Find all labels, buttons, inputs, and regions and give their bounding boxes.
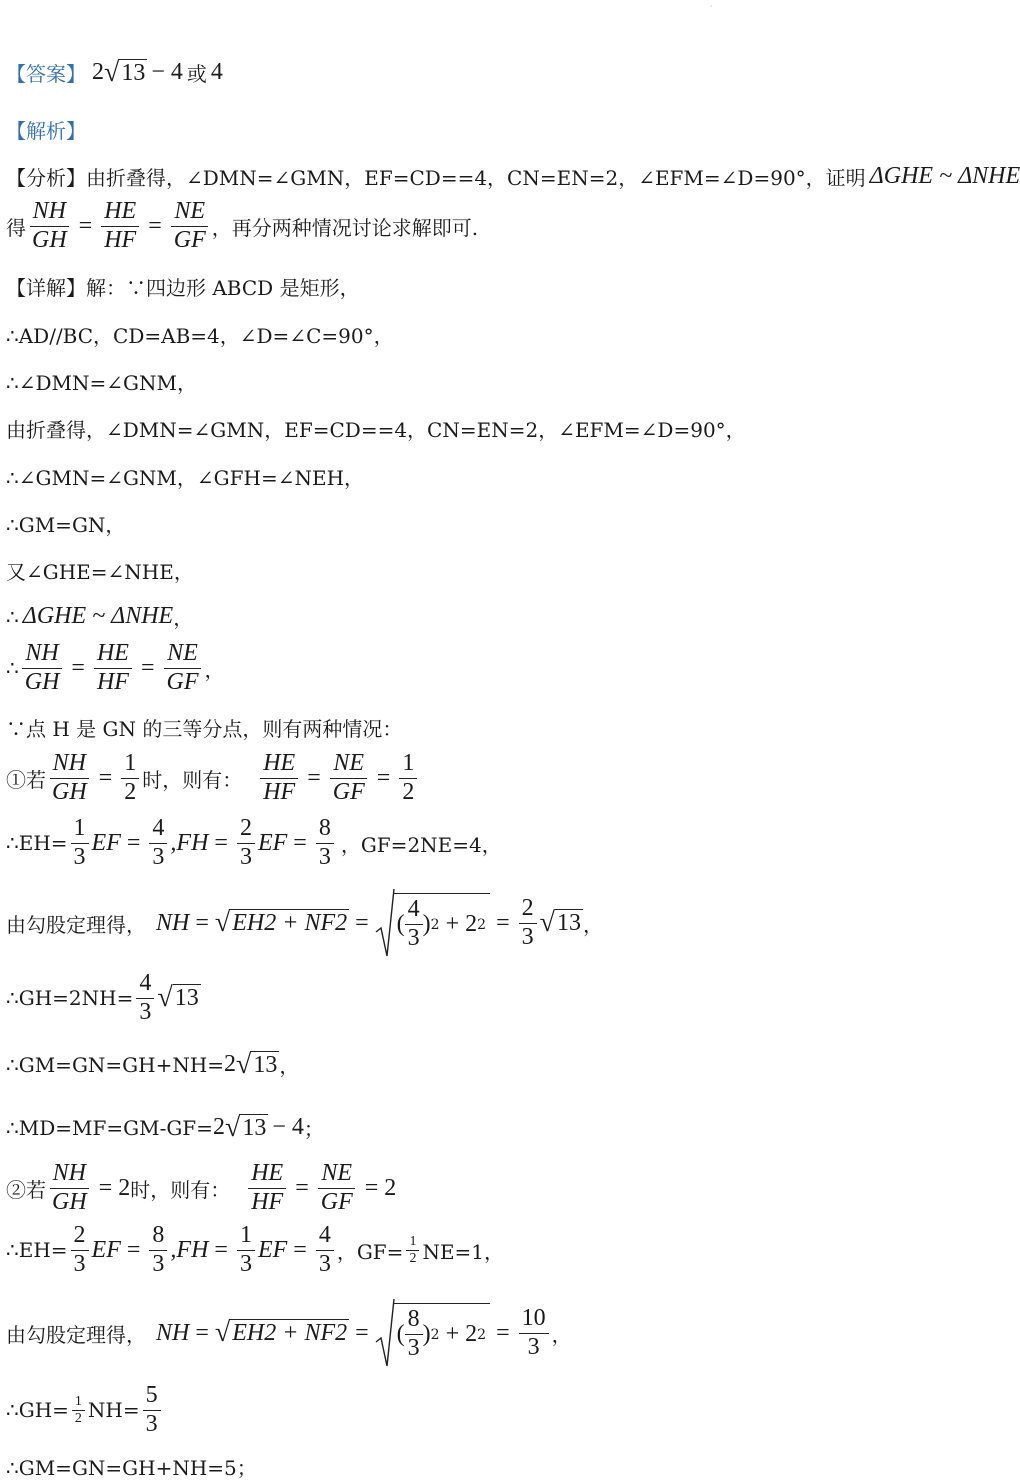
therefore: ∴ <box>6 656 19 681</box>
frac-num: 1 <box>406 1234 419 1251</box>
frac-nh-gh <box>49 750 90 806</box>
case1-gm-line <box>6 1050 299 1079</box>
ef-label: EF <box>91 829 121 856</box>
sqrt-13: √ 13 <box>539 907 581 938</box>
paren-close: ) <box>422 911 431 937</box>
eq-sign: = <box>126 1236 141 1263</box>
eq-sign: = <box>496 1319 510 1346</box>
radicand <box>393 893 490 952</box>
frac-he-hf <box>101 198 139 254</box>
frac-ne-gf <box>318 1160 356 1216</box>
radicand: 13 <box>242 1114 267 1141</box>
frac-num: 2 <box>237 815 255 844</box>
eq-sign: = <box>195 909 209 936</box>
frac-num: 8 <box>316 815 334 844</box>
eq-sign: = <box>376 764 391 791</box>
similar-triangles: ΔGHE ~ ΔNHE <box>22 603 174 629</box>
detail-l1: ∴AD//BC，CD=AB=4，∠D=∠C=90°， <box>6 324 394 348</box>
frac-small-1-2 <box>406 1234 419 1267</box>
frac-den: GF <box>320 1188 353 1215</box>
frac-num: NH <box>50 750 89 779</box>
analysis-tag: 【解析】 <box>6 119 86 143</box>
detail-l0: 解：∵四边形 ABCD 是矩形， <box>86 276 360 300</box>
frac-num: 4 <box>316 1222 334 1251</box>
eq-sign: = <box>78 212 93 239</box>
answer-tag: 【答案】 <box>6 62 86 86</box>
case1-mid: 时，则有： <box>142 767 243 792</box>
frac-num: 1 <box>237 1222 255 1251</box>
comma: ， <box>173 606 194 630</box>
answer-minus: − 4 <box>151 59 183 85</box>
paren-open: ( <box>396 911 405 937</box>
case2-condition <box>6 1160 396 1216</box>
frac-nh-gh <box>22 640 63 696</box>
frac-den: 3 <box>73 843 86 870</box>
frac-1-3 <box>71 815 89 871</box>
analysis-heading <box>6 115 86 144</box>
frac-num: NH <box>30 198 69 227</box>
frac-num: HE <box>260 750 298 779</box>
frac-1-2 <box>399 750 417 806</box>
comma: ， <box>582 912 603 937</box>
nh-label: NH <box>156 1319 190 1346</box>
frac-2-3 <box>519 895 537 951</box>
eq-sign: = <box>496 909 510 936</box>
radicand: 13 <box>556 910 581 936</box>
frac-den: 3 <box>139 998 152 1025</box>
frac-den: GF <box>166 668 199 695</box>
fenxi-tail: ，再分两种情况讨论求解即可. <box>211 215 479 240</box>
eh-prefix: ∴EH= <box>6 831 68 856</box>
frac-num: NE <box>171 198 208 227</box>
case2-mid: 时，则有： <box>130 1177 231 1202</box>
gh-prefix: ∴GH= <box>6 1398 69 1423</box>
frac-num: 10 <box>519 1305 549 1334</box>
frac-num: NH <box>22 640 61 669</box>
frac-10-3 <box>519 1305 549 1361</box>
case2-last: ∴GM=GN=GH+NH=5； <box>6 1456 257 1480</box>
detail-l4: ∴∠GMN=∠GNM，∠GFH=∠NEH， <box>6 466 365 490</box>
ef-label: EF <box>257 829 288 856</box>
eq-sign: = <box>293 1236 307 1263</box>
sqrt-eh-nf: √ EH2 + NF2 <box>214 1317 348 1348</box>
exp: 2 <box>477 1326 487 1343</box>
detail-l6: 又∠GHE=∠NHE， <box>6 560 194 584</box>
frac-8-3 <box>316 815 334 871</box>
frac-nh-gh <box>29 198 70 254</box>
fenxi-ratio-line <box>6 198 478 254</box>
answer-coef: 2 <box>92 59 104 85</box>
frac-ne-gf <box>171 198 209 254</box>
answer-radicand: 13 <box>121 59 146 86</box>
radical-sign-icon <box>375 888 395 958</box>
detail-l3: 由折叠得，∠DMN=∠GMN，EF=CD==4，CN=EN=2，∠EFM=∠D=90°， <box>6 418 746 442</box>
frac-den: GH <box>52 1188 87 1215</box>
frac-den: GF <box>173 226 206 253</box>
radicand: 13 <box>253 1051 278 1078</box>
frac-4-3 <box>316 1222 334 1278</box>
frac-den: 3 <box>239 1250 252 1277</box>
fenxi-text: 由折叠得，∠DMN=∠GMN，EF=CD==4，CN=EN=2，∠EFM=∠D=90°，证明 <box>86 166 866 190</box>
frac-den: 2 <box>124 778 137 805</box>
eq-sign: = <box>307 764 321 791</box>
frac-den: 3 <box>318 843 331 870</box>
paren-open: ( <box>396 1321 405 1347</box>
detail-line-9 <box>6 713 402 742</box>
frac-num: 4 <box>149 815 167 844</box>
semicolon: ； <box>303 1117 324 1141</box>
frac-den: 3 <box>407 925 420 951</box>
case1-gh-line <box>6 970 201 1026</box>
case2-gh-line <box>6 1382 164 1438</box>
md-prefix: ∴MD=MF=GM-GF= <box>6 1115 213 1140</box>
frac-4-3 <box>136 970 154 1026</box>
radicand: 13 <box>174 985 199 1012</box>
frac-num: HE <box>248 1160 286 1189</box>
frac-8-3 <box>149 1222 167 1278</box>
answer-line <box>6 58 223 87</box>
comma: ， <box>204 657 225 682</box>
nh-label: NH <box>156 909 190 936</box>
sqrt-eh-nf: √ EH2 + NF2 <box>214 907 348 938</box>
case1-pyth-line <box>6 888 603 958</box>
frac-num: HE <box>94 640 132 669</box>
plus-two: + 2 <box>445 1321 478 1347</box>
case2-last-line <box>6 1452 257 1481</box>
frac-den: 3 <box>145 1410 158 1437</box>
gf-tail-a: ，GF= <box>336 1239 404 1264</box>
frac-ne-gf <box>330 750 368 806</box>
detail-line-3 <box>6 414 746 443</box>
frac-1-2 <box>121 750 139 806</box>
detail-line-8 <box>6 640 225 696</box>
minus-four: − 4 <box>272 1114 304 1140</box>
case1-lead: ①若 <box>6 767 46 792</box>
frac-num: 1 <box>399 750 417 779</box>
frac-num: 4 <box>405 896 423 925</box>
eq-sign: = <box>126 829 141 856</box>
fenxi-tag: 【分析】 <box>6 166 86 190</box>
frac-small-1-2 <box>72 1394 85 1427</box>
eq-sign: = <box>355 909 369 936</box>
frac-2-3 <box>71 1222 89 1278</box>
detail-line-2 <box>6 367 197 396</box>
frac-nh-gh <box>49 1160 90 1216</box>
frac-num: NE <box>330 750 367 779</box>
frac-den: 3 <box>152 1250 165 1277</box>
frac-2-3 <box>237 815 255 871</box>
exp: 2 <box>430 1326 440 1343</box>
frac-num: 5 <box>143 1382 161 1411</box>
coef: 2 <box>224 1051 237 1077</box>
radicand <box>393 1303 490 1362</box>
frac-num: 4 <box>136 970 154 999</box>
therefore: ∴ <box>6 604 19 629</box>
frac-den: 3 <box>521 923 534 950</box>
detail-l9: ∵点 H 是 GN 的三等分点，则有两种情况： <box>6 717 403 741</box>
detail-line-1 <box>6 320 394 349</box>
detail-l5: ∴GM=GN， <box>6 513 126 537</box>
case1-eh-line <box>6 815 502 871</box>
frac-den: GH <box>24 668 60 695</box>
case2-pyth-line <box>6 1298 572 1368</box>
frac-den: 3 <box>527 1333 540 1360</box>
coef: 2 <box>212 1114 225 1140</box>
sqrt-big <box>375 888 490 958</box>
frac-ne-gf <box>164 640 202 696</box>
frac-num: 8 <box>405 1306 423 1335</box>
frac-8-3 <box>405 1306 423 1362</box>
detail-line-4 <box>6 462 364 491</box>
frac-he-hf <box>94 640 132 696</box>
frac-num: 8 <box>149 1222 167 1251</box>
frac-den: 3 <box>152 843 165 870</box>
eq-sign: = <box>140 654 155 681</box>
case2-lead: ②若 <box>6 1177 46 1202</box>
value-two: = 2 <box>98 1174 131 1201</box>
radicand-text: EH2 + NF2 <box>232 910 348 936</box>
frac-den: GH <box>52 778 87 805</box>
frac-den: HF <box>263 778 296 805</box>
pyth-lead: 由勾股定理得， <box>6 1322 146 1347</box>
value-two: = 2 <box>364 1174 397 1201</box>
frac-4-3 <box>405 896 423 952</box>
comma: ， <box>551 1322 572 1347</box>
eq-sign: = <box>71 654 85 681</box>
eq-sign: = <box>148 212 162 239</box>
answer-alt: 4 <box>210 59 223 85</box>
sqrt-13: √ 13 <box>157 982 199 1014</box>
eq-sign: = <box>214 1236 228 1263</box>
frac-den: 3 <box>73 1250 86 1277</box>
exp: 2 <box>477 916 487 933</box>
radicand-text: EH2 + NF2 <box>232 1320 348 1346</box>
frac-den: GH <box>32 226 67 253</box>
case2-eh-line <box>6 1222 504 1278</box>
eq-sign: = <box>98 764 113 791</box>
frac-den: GF <box>332 778 365 805</box>
gf-tail-b: NE=1， <box>422 1239 505 1264</box>
frac-den: 3 <box>239 843 252 870</box>
frac-den: 2 <box>409 1250 417 1266</box>
fenxi-similar: ΔGHE ~ ΔNHE <box>869 163 1020 189</box>
detail-tag: 【详解】 <box>6 276 86 300</box>
frac-den: HF <box>251 1188 284 1215</box>
plus-two: + 2 <box>445 911 478 937</box>
frac-1-3 <box>237 1222 255 1278</box>
frac-num: 1 <box>71 815 89 844</box>
eq-sign: = <box>214 829 228 856</box>
frac-den: 3 <box>318 1250 331 1277</box>
radical-sign-icon <box>375 1298 395 1368</box>
frac-5-3 <box>143 1382 161 1438</box>
frac-num: HE <box>101 198 139 227</box>
sqrt-13: √ 13 <box>224 1111 267 1143</box>
frac-num: 1 <box>121 750 139 779</box>
answer-sqrt: √ 13 <box>104 56 146 88</box>
case1-md-line <box>6 1113 324 1142</box>
fh-label: ,FH <box>170 1236 209 1263</box>
frac-den: 2 <box>402 778 415 805</box>
gh-mid: NH= <box>87 1398 140 1423</box>
fenxi-line <box>6 162 1020 191</box>
ef-label: EF <box>91 1236 121 1263</box>
answer-or: 或 <box>186 62 207 86</box>
eh-prefix: ∴EH= <box>6 1238 68 1263</box>
paren-close: ) <box>422 1321 431 1347</box>
case1-gf-tail: ，GF=2NE=4， <box>340 832 502 857</box>
case1-condition <box>6 750 420 806</box>
comma: ， <box>279 1054 300 1078</box>
ef-label: EF <box>257 1236 288 1263</box>
detail-l2: ∴∠DMN=∠GNM， <box>6 371 197 395</box>
frac-he-hf <box>248 1160 286 1216</box>
eq-sign: = <box>295 1174 309 1201</box>
fenxi-de: 得 <box>6 215 26 240</box>
frac-den: 2 <box>74 1410 82 1426</box>
gm-prefix: ∴GM=GN=GH+NH= <box>6 1052 225 1077</box>
frac-den: HF <box>104 226 137 253</box>
frac-num: 2 <box>71 1222 89 1251</box>
frac-4-3 <box>149 815 167 871</box>
sqrt-13: √ 13 <box>236 1048 278 1080</box>
exp: 2 <box>430 916 440 933</box>
detail-line-5 <box>6 509 125 538</box>
frac-num: 1 <box>72 1394 85 1411</box>
frac-den: HF <box>96 668 129 695</box>
frac-num: NE <box>164 640 201 669</box>
frac-num: NH <box>50 1160 89 1189</box>
pyth-lead: 由勾股定理得， <box>6 912 146 937</box>
eq-sign: = <box>195 1319 209 1346</box>
eq-sign: = <box>355 1319 369 1346</box>
detail-line-6 <box>6 556 194 585</box>
detail-line-0 <box>6 272 360 301</box>
sqrt-big <box>375 1298 490 1368</box>
frac-num: 2 <box>519 895 537 924</box>
gh-prefix: ∴GH=2NH= <box>6 986 134 1011</box>
eq-sign: = <box>293 829 307 856</box>
page-mark: · <box>710 2 713 11</box>
frac-he-hf <box>260 750 298 806</box>
fh-label: ,FH <box>170 829 209 856</box>
frac-den: 3 <box>407 1335 420 1361</box>
frac-num: NE <box>318 1160 355 1189</box>
detail-line-7 <box>6 602 193 631</box>
